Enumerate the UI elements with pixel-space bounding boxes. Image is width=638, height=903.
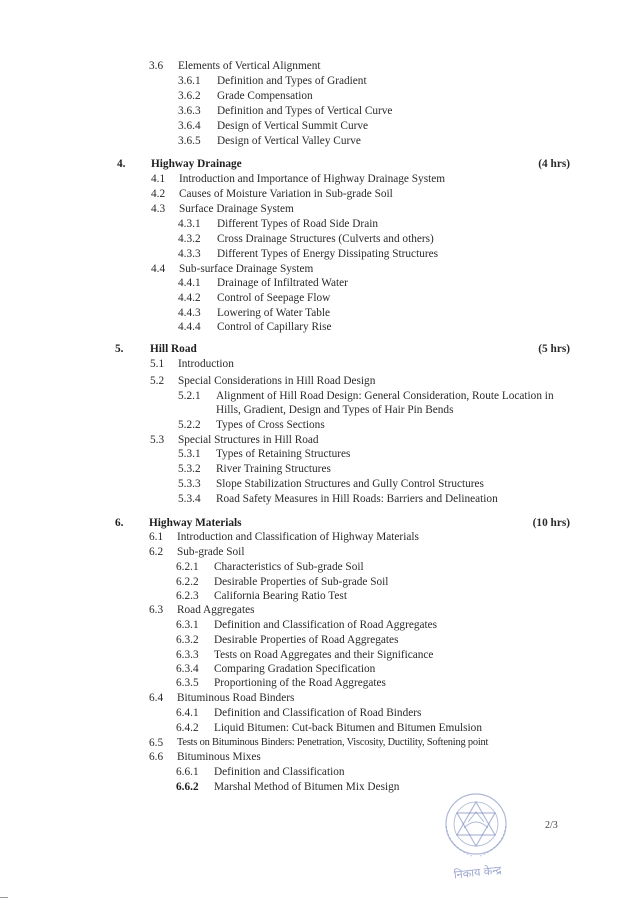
topic-text: Characteristics of Sub-grade Soil [214,561,364,573]
item-number: 3.6.5 [178,135,201,147]
topic-text: Definition and Types of Gradient [217,75,367,87]
section-hours: (10 hrs) [532,517,570,529]
item-number: 5. [115,343,124,355]
topic-text: Introduction and Classification of Highway Materials [177,531,419,543]
topic-text: Definition and Classification of Road Binders [214,707,422,719]
item-number: 4.3.1 [178,218,201,230]
topic-text: Cross Drainage Structures (Culverts and others) [217,233,434,245]
item-number: 6.3.2 [176,634,199,646]
topic-text: Grade Compensation [217,90,313,102]
item-number: 3.6.3 [178,105,201,117]
item-number: 3.6 [149,60,164,72]
section-heading: Hill Road [150,343,197,355]
item-number: 6.3.5 [176,677,199,689]
item-number: 4.4.4 [178,321,201,333]
topic-text: Different Types of Energy Dissipating Structures [217,248,439,260]
item-number: 6.2.1 [176,561,199,573]
item-number: 5.3.4 [178,493,201,505]
topic-text: Introduction and Importance of Highway Drainage System [179,173,446,185]
item-number: 4.4 [151,263,166,275]
section-heading: Highway Drainage [151,158,242,170]
item-number: 5.3.2 [178,463,201,475]
topic-text: Slope Stabilization Structures and Gully Control Structures [216,478,484,490]
topic-text: Proportioning of the Road Aggregates [214,677,386,689]
item-number: 3.6.2 [178,90,201,102]
item-number: 6.4.1 [176,707,199,719]
topic-text: Introduction [178,358,234,370]
official-seal-stamp [428,786,528,886]
topic-text: Bituminous Mixes [177,751,261,763]
topic-text: Elements of Vertical Alignment [178,60,321,72]
topic-text: Different Types of Road Side Drain [217,218,378,230]
item-number: 6.2.3 [176,590,199,602]
item-number: 3.6.4 [178,120,201,132]
topic-text: Definition and Classification of Road Aggregates [214,619,438,631]
item-number: 5.2.1 [178,390,201,402]
item-number: 6.2 [149,546,164,558]
item-number: 4.1 [151,173,166,185]
item-number: 6.6.1 [176,766,199,778]
item-number: 6.1 [149,531,164,543]
item-number: 4.4.2 [178,292,201,304]
topic-text: Control of Seepage Flow [217,292,331,304]
item-number: 4.3.3 [178,248,201,260]
topic-text: California Bearing Ratio Test [214,590,347,602]
topic-text: Comparing Gradation Specification [214,663,376,675]
section-hours: (4 hrs) [538,158,570,170]
item-number: 5.3.1 [178,448,201,460]
item-number: 5.2.2 [178,419,201,431]
item-number: 6.5 [149,737,164,749]
topic-text: Control of Capillary Rise [217,321,332,333]
topic-text: Definition and Classification [214,766,345,778]
item-number: 6.3 [149,604,164,616]
topic-text: Surface Drainage System [179,203,294,215]
topic-text: Sub-grade Soil [177,546,245,558]
item-number: 6.6 [149,751,164,763]
topic-text: Tests on Road Aggregates and their Significance [214,649,434,661]
topic-text: Desirable Properties of Sub-grade Soil [214,576,389,588]
topic-text: Types of Retaining Structures [216,448,351,460]
topic-text: Liquid Bitumen: Cut-back Bitumen and Bitumen Emulsion [214,722,482,734]
item-number: 6.2.2 [176,576,199,588]
item-number: 6.3.1 [176,619,199,631]
topic-text: Road Safety Measures in Hill Roads: Barriers and Delineation [216,493,498,505]
item-number: 6.4 [149,692,164,704]
topic-text: Sub-surface Drainage System [179,263,314,275]
scan-mark [0,897,8,898]
topic-text: Definition and Types of Vertical Curve [217,105,393,117]
item-number: 4.4.3 [178,307,201,319]
topic-text: Tests on Bituminous Binders: Penetration, Viscosity, Ductility, Softening point [177,737,489,748]
item-number: 4.3 [151,203,166,215]
item-number: 4.4.1 [178,277,201,289]
topic-text: Hills, Gradient, Design and Types of Hair Pin Bends [216,404,454,416]
item-number: 6.3.3 [176,649,199,661]
item-number: 5.2 [150,375,165,387]
item-number: 6.4.2 [176,722,199,734]
topic-text: River Training Structures [216,463,331,475]
item-number: 4. [117,158,126,170]
item-number: 5.3 [150,434,165,446]
topic-text: Road Aggregates [177,604,255,616]
topic-text: Bituminous Road Binders [177,692,295,704]
topic-text: Marshal Method of Bitumen Mix Design [214,781,400,793]
topic-text: Types of Cross Sections [216,419,325,431]
item-number: 5.3.3 [178,478,201,490]
topic-text: Design of Vertical Valley Curve [217,135,361,147]
topic-text: Special Structures in Hill Road [178,434,319,446]
topic-text: Causes of Moisture Variation in Sub-grade Soil [179,188,393,200]
section-hours: (5 hrs) [538,343,570,355]
page-number: 2/3 [545,820,558,831]
item-number: 3.6.1 [178,75,201,87]
item-number: 6. [115,517,124,529]
topic-text: Desirable Properties of Road Aggregates [214,634,399,646]
item-number: 4.3.2 [178,233,201,245]
topic-text: Design of Vertical Summit Curve [217,120,369,132]
topic-text: Special Considerations in Hill Road Design [178,375,376,387]
item-number: 5.1 [150,358,165,370]
topic-text: Drainage of Infiltrated Water [217,277,348,289]
item-number: 6.6.2 [176,781,199,793]
section-heading: Highway Materials [149,517,242,529]
item-number: 6.3.4 [176,663,199,675]
stamp-text: निकाय केन्द्र [453,863,503,882]
topic-text: Alignment of Hill Road Design: General Consideration, Route Location in [216,390,554,402]
topic-text: Lowering of Water Table [217,307,331,319]
item-number: 4.2 [151,188,166,200]
